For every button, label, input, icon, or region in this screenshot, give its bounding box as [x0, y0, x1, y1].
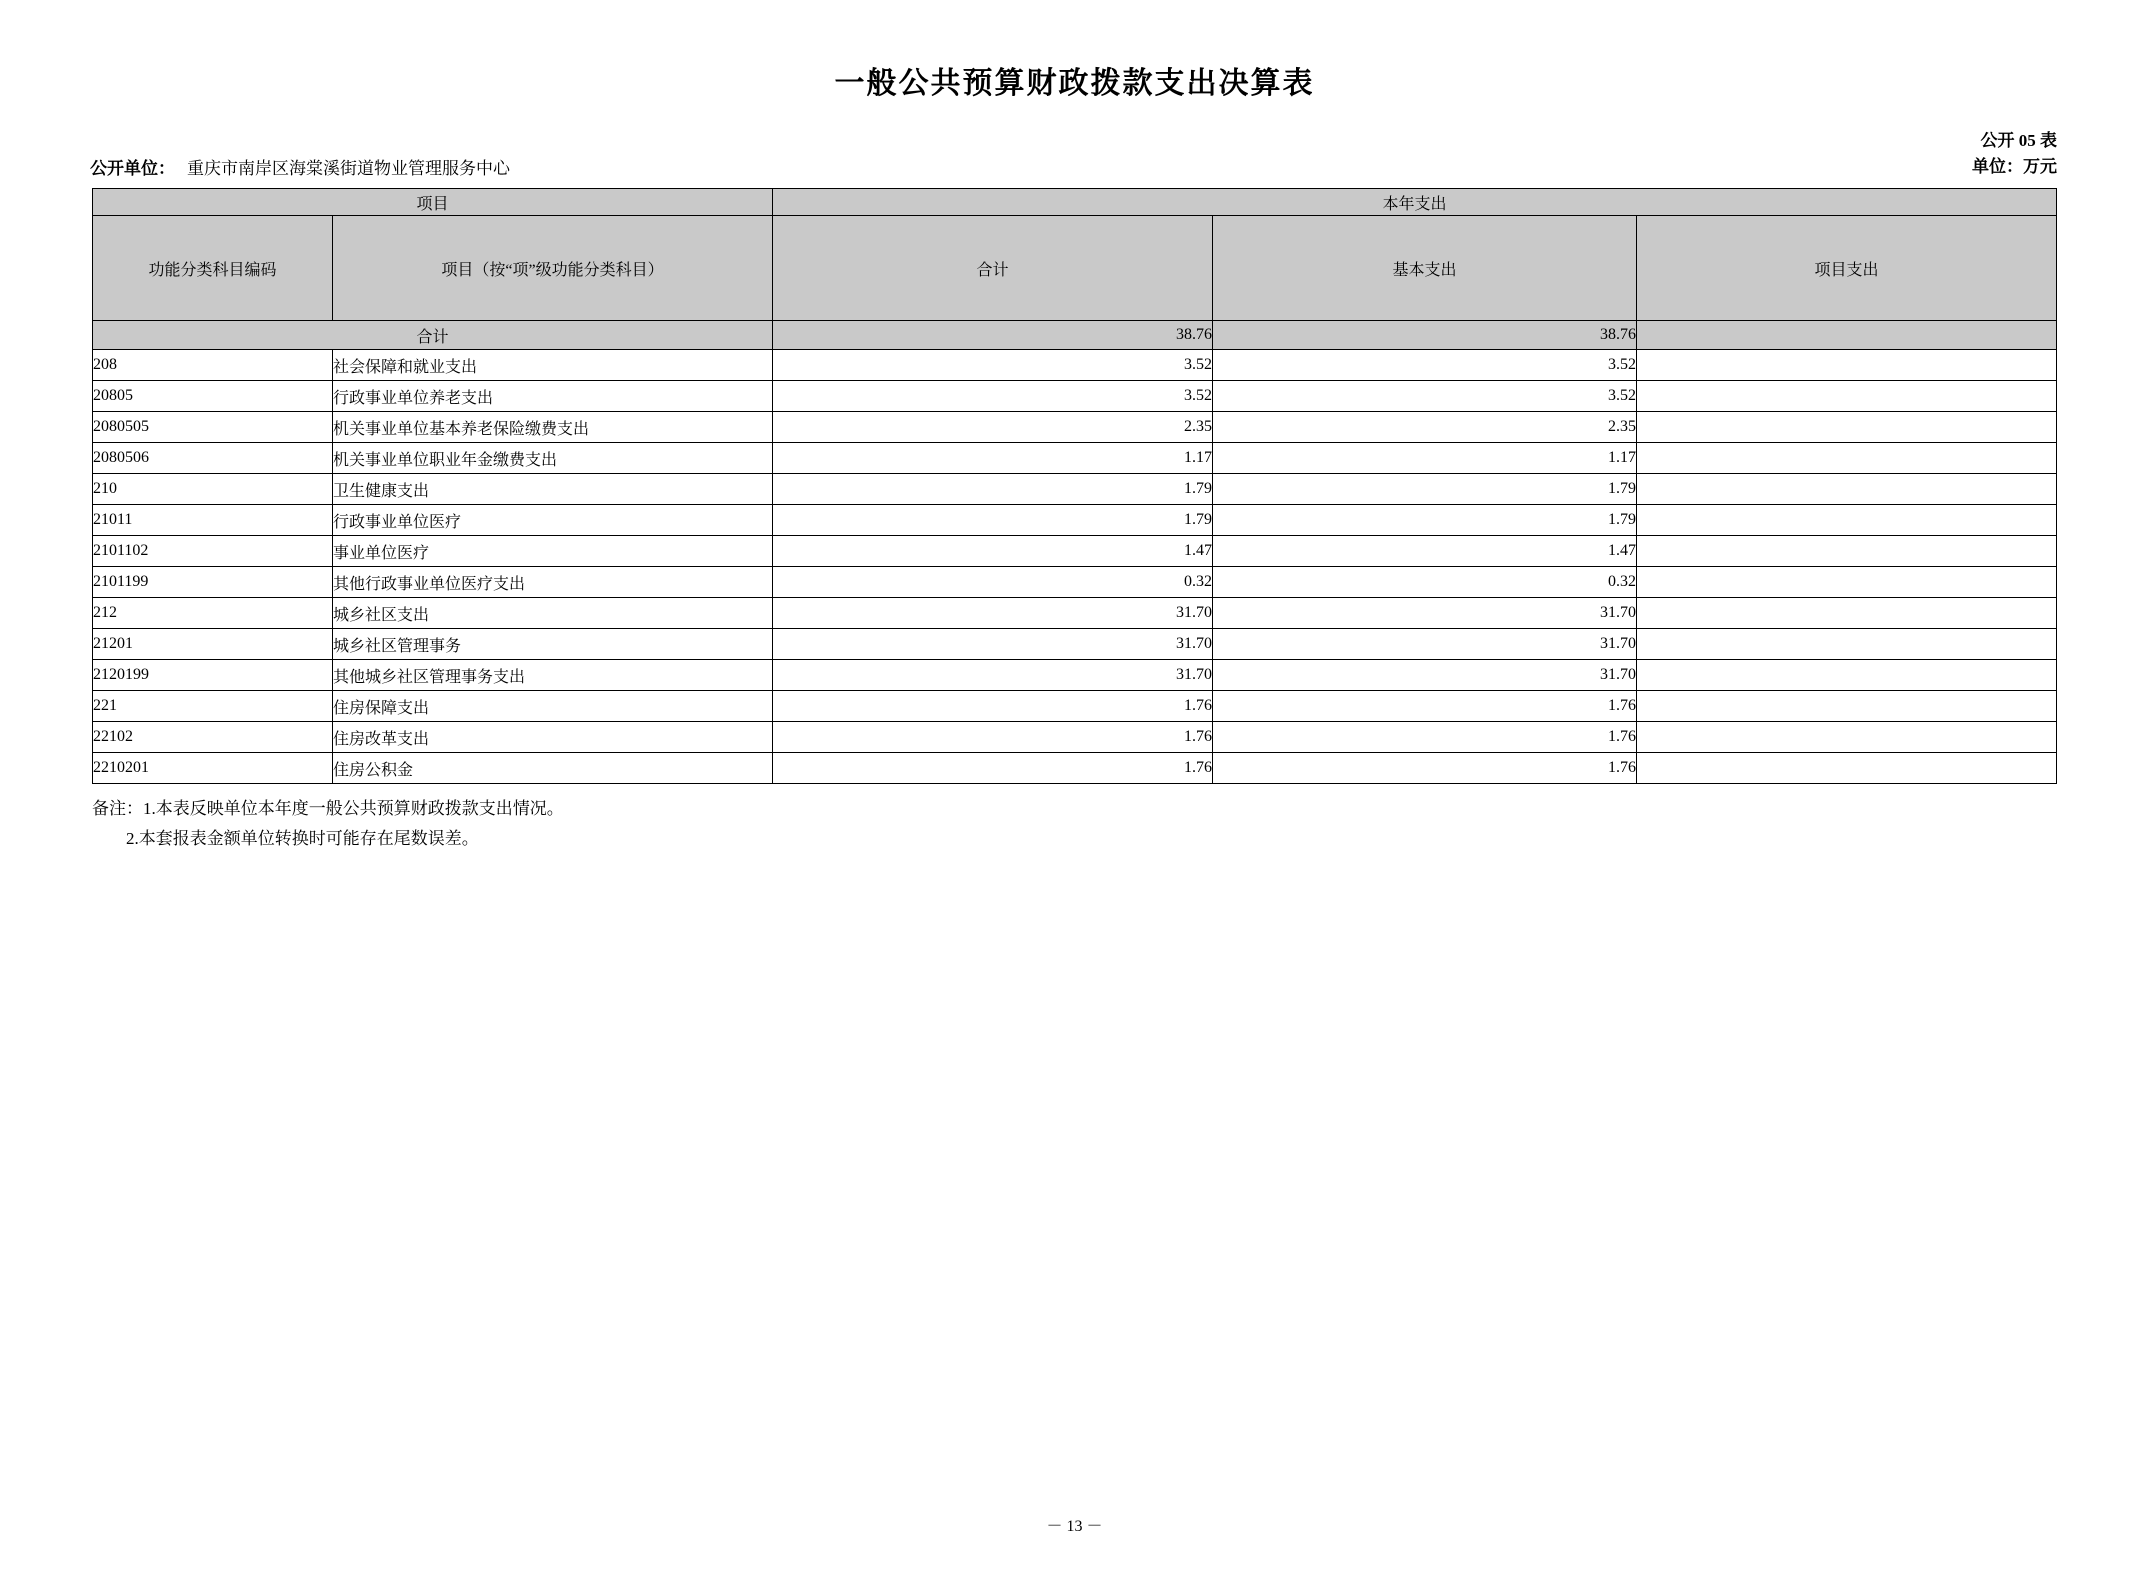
cell-code: 2101102: [92, 536, 332, 567]
cell-basic: 1.17: [1213, 443, 1637, 474]
table-row: [92, 598, 2056, 629]
cell-total: 3.52: [773, 350, 1213, 381]
cell-basic: 3.52: [1213, 381, 1637, 412]
note-line-1: 备注：1.本表反映单位本年度一般公共预算财政拨款支出情况。: [92, 799, 564, 818]
cell-basic: 2.35: [1213, 412, 1637, 443]
cell-total: 0.32: [773, 567, 1213, 598]
cell-total: 31.70: [773, 598, 1213, 629]
cell-basic: 1.76: [1213, 691, 1637, 722]
table-column-header-row: [92, 216, 2056, 321]
table-row: [92, 629, 2056, 660]
cell-total: 1.47: [773, 536, 1213, 567]
total-row-basic: 38.76: [1213, 321, 1637, 350]
cell-name: 其他城乡社区管理事务支出: [332, 660, 772, 691]
table-notes: [92, 794, 2149, 854]
table-total-row: [92, 321, 2056, 350]
cell-code: 2101199: [92, 567, 332, 598]
cell-basic: 0.32: [1213, 567, 1637, 598]
cell-project: [1637, 567, 2057, 598]
cell-project: [1637, 443, 2057, 474]
cell-code: 21201: [92, 629, 332, 660]
publisher-label: 公开单位：: [90, 159, 175, 178]
cell-basic: 1.79: [1213, 505, 1637, 536]
column-header-code: 功能分类科目编码: [92, 216, 332, 321]
cell-total: 31.70: [773, 660, 1213, 691]
cell-code: 21011: [92, 505, 332, 536]
cell-name: 行政事业单位养老支出: [332, 381, 772, 412]
publisher-name: 重庆市南岸区海棠溪街道物业管理服务中心: [187, 159, 510, 178]
cell-project: [1637, 412, 2057, 443]
table-group-header-row: [92, 189, 2056, 216]
cell-project: [1637, 629, 2057, 660]
cell-project: [1637, 474, 2057, 505]
cell-basic: 1.47: [1213, 536, 1637, 567]
cell-total: 1.79: [773, 505, 1213, 536]
cell-total: 1.76: [773, 753, 1213, 784]
cell-project: [1637, 598, 2057, 629]
table-row: [92, 722, 2056, 753]
cell-basic: 31.70: [1213, 660, 1637, 691]
cell-total: 2.35: [773, 412, 1213, 443]
cell-total: 1.17: [773, 443, 1213, 474]
group-header-current-year: 本年支出: [773, 189, 2057, 216]
cell-name: 行政事业单位医疗: [332, 505, 772, 536]
table-row: [92, 412, 2056, 443]
cell-name: 城乡社区支出: [332, 598, 772, 629]
cell-code: 221: [92, 691, 332, 722]
cell-project: [1637, 350, 2057, 381]
table-row: [92, 381, 2056, 412]
column-header-name: 项目（按“项”级功能分类科目）: [332, 216, 772, 321]
table-row: [92, 350, 2056, 381]
cell-name: 卫生健康支出: [332, 474, 772, 505]
cell-total: 1.76: [773, 722, 1213, 753]
total-row-total: 38.76: [773, 321, 1213, 350]
cell-basic: 1.79: [1213, 474, 1637, 505]
cell-total: 31.70: [773, 629, 1213, 660]
cell-name: 机关事业单位基本养老保险缴费支出: [332, 412, 772, 443]
cell-name: 事业单位医疗: [332, 536, 772, 567]
cell-code: 20805: [92, 381, 332, 412]
cell-code: 2210201: [92, 753, 332, 784]
cell-code: 22102: [92, 722, 332, 753]
cell-code: 208: [92, 350, 332, 381]
cell-name: 社会保障和就业支出: [332, 350, 772, 381]
publisher-line: [90, 154, 510, 179]
cell-total: 1.79: [773, 474, 1213, 505]
cell-code: 2080506: [92, 443, 332, 474]
cell-name: 城乡社区管理事务: [332, 629, 772, 660]
table-row: [92, 660, 2056, 691]
column-header-project: 项目支出: [1637, 216, 2057, 321]
table-row: [92, 505, 2056, 536]
cell-basic: 31.70: [1213, 629, 1637, 660]
total-row-project: [1637, 321, 2057, 350]
cell-code: 2080505: [92, 412, 332, 443]
note-line-2: 2.本套报表金额单位转换时可能存在尾数误差。: [126, 829, 479, 848]
cell-basic: 1.76: [1213, 722, 1637, 753]
column-header-basic: 基本支出: [1213, 216, 1637, 321]
cell-basic: 1.76: [1213, 753, 1637, 784]
cell-name: 住房公积金: [332, 753, 772, 784]
document-page: [0, 58, 2149, 1578]
cell-basic: 31.70: [1213, 598, 1637, 629]
form-meta: [1972, 128, 2057, 180]
cell-project: [1637, 753, 2057, 784]
form-number: 公开 05 表: [1980, 131, 2057, 150]
table-row: [92, 691, 2056, 722]
cell-total: 3.52: [773, 381, 1213, 412]
cell-project: [1637, 660, 2057, 691]
cell-project: [1637, 381, 2057, 412]
document-meta: [0, 128, 2149, 180]
cell-basic: 3.52: [1213, 350, 1637, 381]
cell-name: 住房保障支出: [332, 691, 772, 722]
group-header-item: 项目: [92, 189, 772, 216]
column-header-total: 合计: [773, 216, 1213, 321]
cell-name: 机关事业单位职业年金缴费支出: [332, 443, 772, 474]
cell-total: 1.76: [773, 691, 1213, 722]
table-row: [92, 536, 2056, 567]
table-row: [92, 443, 2056, 474]
unit-of-measure: 单位：万元: [1972, 157, 2057, 176]
page-number: － 13 －: [1046, 1518, 1103, 1535]
total-row-label: 合计: [92, 321, 772, 350]
cell-name: 其他行政事业单位医疗支出: [332, 567, 772, 598]
cell-code: 212: [92, 598, 332, 629]
table-row: [92, 567, 2056, 598]
page-title: 一般公共预算财政拨款支出决算表: [834, 67, 1315, 100]
table-row: [92, 753, 2056, 784]
cell-project: [1637, 691, 2057, 722]
cell-project: [1637, 505, 2057, 536]
cell-name: 住房改革支出: [332, 722, 772, 753]
table-row: [92, 474, 2056, 505]
cell-project: [1637, 536, 2057, 567]
cell-code: 210: [92, 474, 332, 505]
budget-expenditure-table: [92, 188, 2057, 784]
cell-project: [1637, 722, 2057, 753]
cell-code: 2120199: [92, 660, 332, 691]
